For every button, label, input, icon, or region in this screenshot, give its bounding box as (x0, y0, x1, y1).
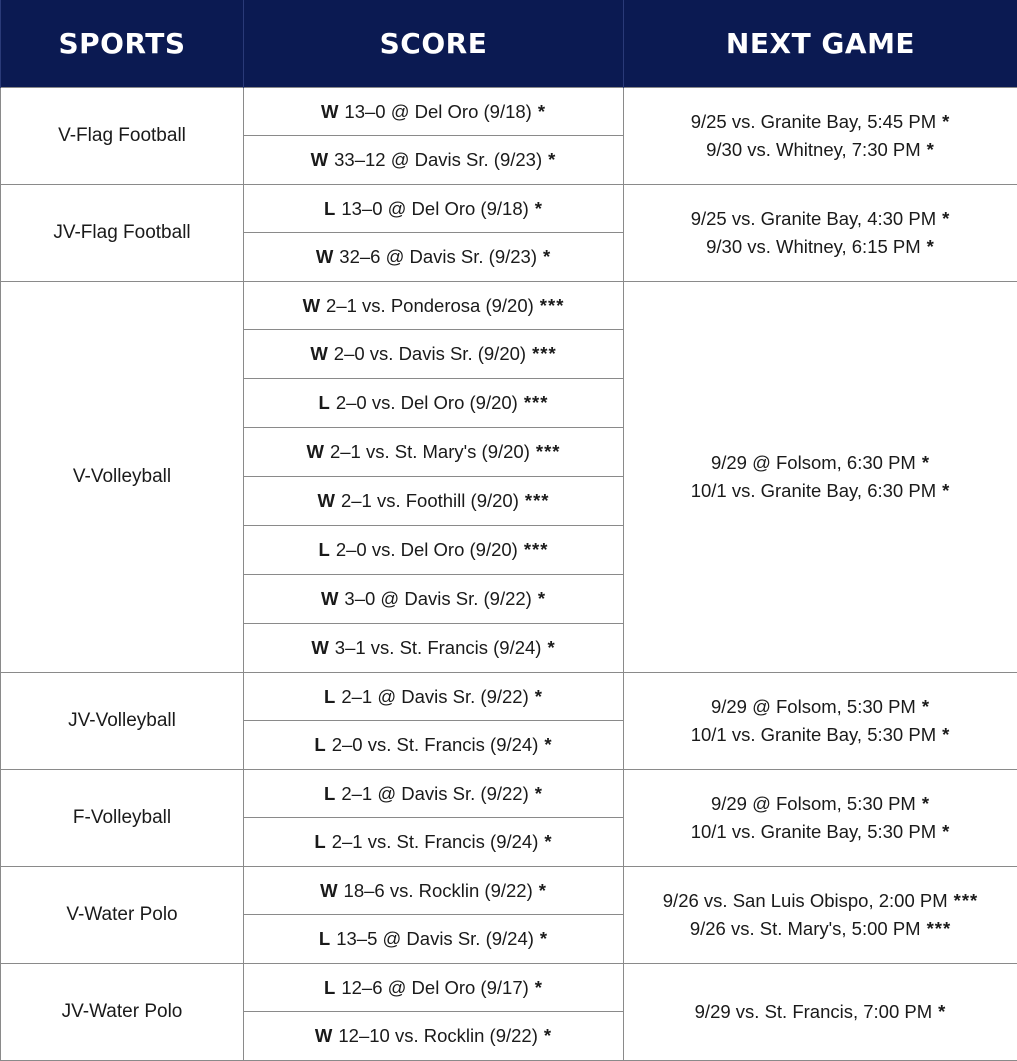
header-row (1, 0, 1017, 88)
next-game-text: 9/26 vs. St. Mary's, 5:00 PM (690, 918, 921, 939)
next-game-line (624, 818, 1017, 846)
result-badge: W (303, 295, 320, 316)
score-cell (244, 330, 624, 379)
next-game-cell (624, 282, 1017, 673)
score-marker: * (544, 1025, 552, 1046)
header-next-game: NEXT GAME (624, 0, 1017, 88)
next-game-marker: * (927, 139, 935, 160)
sport-name: JV-Volleyball (1, 673, 244, 770)
score-cell (244, 282, 624, 330)
result-badge: L (324, 198, 335, 219)
score-marker: *** (532, 343, 557, 364)
score-cell (244, 428, 624, 477)
sport-name: V-Volleyball (1, 282, 244, 673)
sport-name: JV-Flag Football (1, 185, 244, 282)
table-row (1, 88, 1017, 136)
score-text: 2–0 vs. St. Francis (9/24) (332, 734, 539, 755)
score-cell (244, 233, 624, 282)
next-game-text: 10/1 vs. Granite Bay, 5:30 PM (691, 724, 936, 745)
next-game-marker: * (922, 452, 930, 473)
result-badge: L (314, 831, 325, 852)
table-row (1, 282, 1017, 330)
result-badge: L (324, 686, 335, 707)
next-game-marker: * (942, 111, 950, 132)
next-game-cell (624, 88, 1017, 185)
next-game-text: 9/25 vs. Granite Bay, 5:45 PM (691, 111, 936, 132)
next-game-text: 10/1 vs. Granite Bay, 5:30 PM (691, 821, 936, 842)
score-marker: *** (540, 295, 565, 316)
score-text: 18–6 vs. Rocklin (9/22) (344, 880, 533, 901)
sport-name: V-Water Polo (1, 867, 244, 964)
next-game-line (624, 108, 1017, 136)
score-marker: *** (525, 490, 550, 511)
score-marker: * (543, 246, 551, 267)
next-game-text: 9/29 @ Folsom, 5:30 PM (711, 793, 916, 814)
score-marker: * (535, 198, 543, 219)
next-game-line (624, 721, 1017, 749)
score-cell (244, 915, 624, 964)
score-cell (244, 624, 624, 673)
result-badge: W (307, 441, 324, 462)
next-game-marker: * (942, 480, 950, 501)
header-score: SCORE (244, 0, 624, 88)
score-cell (244, 575, 624, 624)
score-cell (244, 770, 624, 818)
score-text: 2–1 vs. Ponderosa (9/20) (326, 295, 534, 316)
score-marker: *** (524, 539, 549, 560)
result-badge: W (311, 149, 328, 170)
next-game-line (624, 693, 1017, 721)
score-cell (244, 721, 624, 770)
score-text: 2–0 vs. Del Oro (9/20) (336, 392, 518, 413)
result-badge: W (318, 490, 335, 511)
score-cell (244, 964, 624, 1012)
next-game-cell (624, 673, 1017, 770)
score-cell (244, 477, 624, 526)
next-game-line (624, 887, 1017, 915)
score-marker: * (548, 149, 556, 170)
next-game-text: 9/30 vs. Whitney, 6:15 PM (706, 236, 921, 257)
next-game-text: 10/1 vs. Granite Bay, 6:30 PM (691, 480, 936, 501)
table-row (1, 964, 1017, 1012)
score-text: 33–12 @ Davis Sr. (9/23) (334, 149, 542, 170)
score-cell (244, 526, 624, 575)
result-badge: L (314, 734, 325, 755)
result-badge: W (316, 246, 333, 267)
next-game-text: 9/26 vs. San Luis Obispo, 2:00 PM (663, 890, 948, 911)
table-row (1, 185, 1017, 233)
result-badge: L (319, 392, 330, 413)
result-badge: W (315, 1025, 332, 1046)
score-marker: * (535, 783, 543, 804)
score-text: 2–1 vs. St. Mary's (9/20) (330, 441, 530, 462)
next-game-line (624, 205, 1017, 233)
result-badge: W (310, 343, 327, 364)
score-cell (244, 185, 624, 233)
score-marker: * (540, 928, 548, 949)
next-game-text: 9/25 vs. Granite Bay, 4:30 PM (691, 208, 936, 229)
next-game-marker: * (942, 724, 950, 745)
score-text: 13–0 @ Del Oro (9/18) (344, 101, 531, 122)
next-game-cell (624, 185, 1017, 282)
result-badge: W (320, 880, 337, 901)
next-game-line (624, 998, 1017, 1026)
score-marker: *** (536, 441, 561, 462)
next-game-line (624, 477, 1017, 505)
score-marker: * (547, 637, 555, 658)
next-game-line (624, 449, 1017, 477)
next-game-text: 9/29 vs. St. Francis, 7:00 PM (695, 1001, 933, 1022)
score-cell (244, 673, 624, 721)
score-marker: * (538, 101, 546, 122)
score-text: 2–0 vs. Del Oro (9/20) (336, 539, 518, 560)
next-game-marker: * (942, 208, 950, 229)
table-row (1, 770, 1017, 818)
result-badge: L (324, 783, 335, 804)
table-row (1, 867, 1017, 915)
next-game-text: 9/30 vs. Whitney, 7:30 PM (706, 139, 921, 160)
result-badge: W (321, 101, 338, 122)
score-text: 13–0 @ Del Oro (9/18) (341, 198, 528, 219)
score-text: 12–10 vs. Rocklin (9/22) (338, 1025, 538, 1046)
result-badge: L (319, 539, 330, 560)
score-text: 2–1 @ Davis Sr. (9/22) (341, 783, 528, 804)
score-marker: * (544, 734, 552, 755)
score-cell (244, 867, 624, 915)
result-badge: W (311, 637, 328, 658)
result-badge: W (321, 588, 338, 609)
next-game-marker: * (922, 793, 930, 814)
score-text: 12–6 @ Del Oro (9/17) (341, 977, 528, 998)
next-game-marker: * (942, 821, 950, 842)
score-marker: * (544, 831, 552, 852)
score-marker: * (539, 880, 547, 901)
next-game-text: 9/29 @ Folsom, 6:30 PM (711, 452, 916, 473)
score-marker: * (535, 977, 543, 998)
score-cell (244, 88, 624, 136)
score-text: 2–0 vs. Davis Sr. (9/20) (334, 343, 526, 364)
next-game-marker: *** (954, 890, 979, 911)
next-game-line (624, 790, 1017, 818)
next-game-line (624, 233, 1017, 261)
score-cell (244, 818, 624, 867)
schedule-body (1, 88, 1017, 1061)
next-game-text: 9/29 @ Folsom, 5:30 PM (711, 696, 916, 717)
sport-name: JV-Water Polo (1, 964, 244, 1061)
score-text: 3–0 @ Davis Sr. (9/22) (344, 588, 531, 609)
header-sports: SPORTS (1, 0, 244, 88)
next-game-marker: * (927, 236, 935, 257)
score-text: 2–1 @ Davis Sr. (9/22) (341, 686, 528, 707)
next-game-line (624, 136, 1017, 164)
score-cell (244, 1012, 624, 1061)
score-marker: * (535, 686, 543, 707)
next-game-marker: * (922, 696, 930, 717)
score-text: 2–1 vs. St. Francis (9/24) (332, 831, 539, 852)
score-text: 2–1 vs. Foothill (9/20) (341, 490, 519, 511)
score-marker: * (538, 588, 546, 609)
score-cell (244, 379, 624, 428)
score-cell (244, 136, 624, 185)
next-game-cell (624, 867, 1017, 964)
next-game-cell (624, 964, 1017, 1061)
score-marker: *** (524, 392, 549, 413)
sport-name: F-Volleyball (1, 770, 244, 867)
next-game-marker: * (938, 1001, 946, 1022)
next-game-marker: *** (927, 918, 952, 939)
next-game-cell (624, 770, 1017, 867)
result-badge: L (319, 928, 330, 949)
score-text: 13–5 @ Davis Sr. (9/24) (336, 928, 534, 949)
result-badge: L (324, 977, 335, 998)
table-row (1, 673, 1017, 721)
next-game-line (624, 915, 1017, 943)
sport-name: V-Flag Football (1, 88, 244, 185)
score-text: 32–6 @ Davis Sr. (9/23) (339, 246, 537, 267)
score-text: 3–1 vs. St. Francis (9/24) (335, 637, 542, 658)
